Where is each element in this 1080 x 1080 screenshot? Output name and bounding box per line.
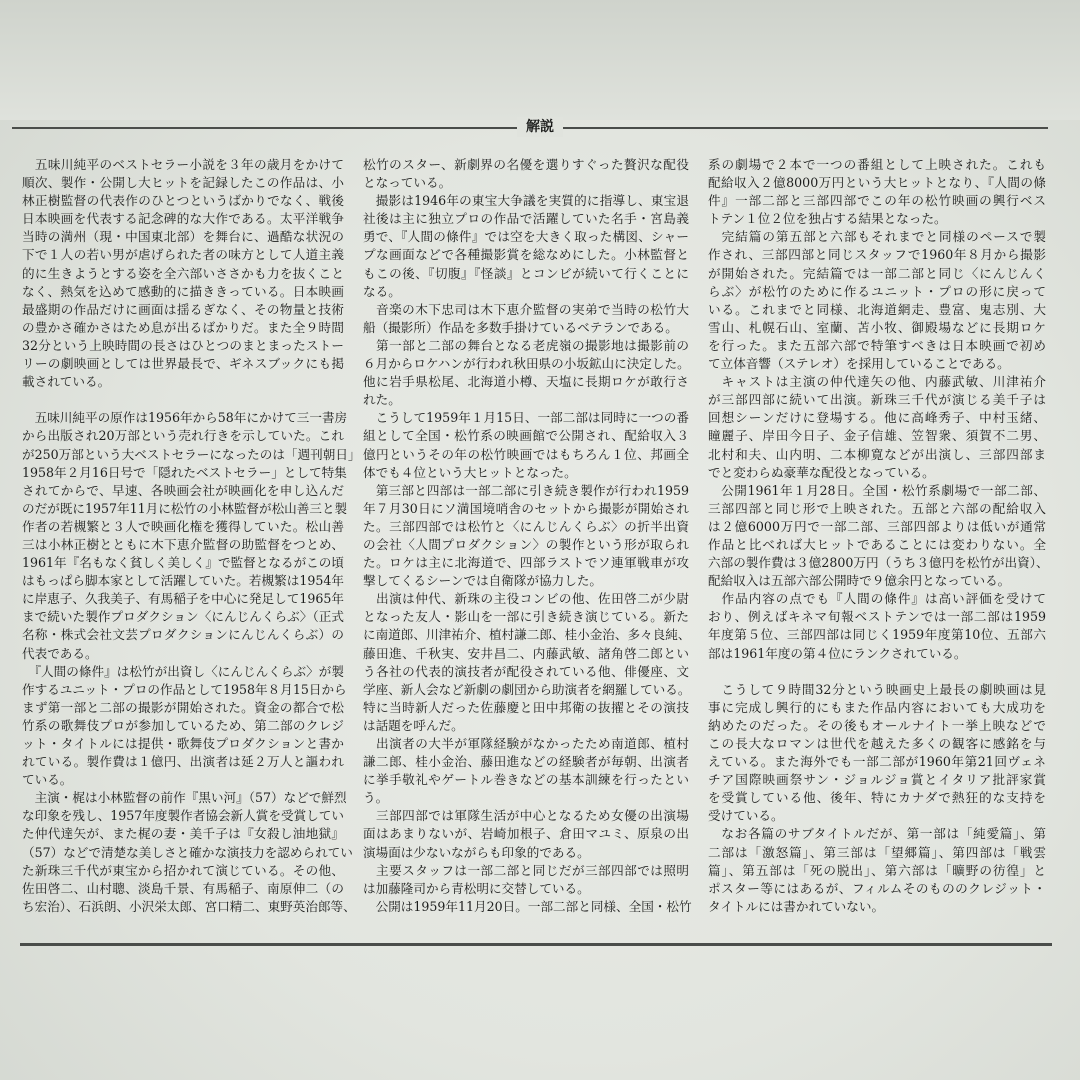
text-line: 公開は1959年11月20日。一部二部と同様、全国・松竹 bbox=[363, 898, 692, 914]
text-line: 林正樹監督の代表作のひとつというばかりでなく、戦後 bbox=[22, 193, 344, 209]
text-line: キャストは主演の仲代達矢の他、内藤武敏、川津祐介 bbox=[708, 374, 1046, 390]
text-line: 六部の製作費は３億2800万円（うち３億円を松竹が出資）、 bbox=[708, 555, 1049, 571]
text-column-1 bbox=[22, 156, 361, 916]
text-line: となった友人・影山を一部に引き続き演じている。新た bbox=[363, 609, 689, 625]
text-line: はもっぱら脚本家として活躍していた。若槻繁は1954年 bbox=[22, 573, 344, 589]
text-line: らぶ〉が松竹のために作るユニット・プロの形に戻って bbox=[708, 283, 1046, 299]
text-line: のだが既に1957年11月に松竹の小林監督が松山善三と製 bbox=[22, 500, 348, 516]
text-line: に挙手敬礼やゲートル巻きなどの基本訓練を行ったとい bbox=[363, 772, 689, 788]
text-line: が開始された。完結篇では一部二部と同じ〈にんじんく bbox=[708, 265, 1046, 281]
text-line: プな画面などで各種撮影賞を総なめにした。小林監督と bbox=[363, 247, 689, 263]
text-line: 載されている。 bbox=[22, 374, 111, 390]
text-line: 船（撮影所）作品を多数手掛けているベテランである。 bbox=[363, 319, 678, 335]
text-line: チア国際映画祭サン・ジョルジョ賞とイタリア批評家賞 bbox=[708, 772, 1046, 788]
text-line: 瞳麗子、岸田今日子、金子信雄、笠智衆、須賀不二男、 bbox=[708, 428, 1046, 444]
text-line: 納めたのだった。その後もオールナイト一挙上映などで bbox=[708, 717, 1046, 733]
text-line: 年７月30日にソ満国境哨舎のセットから撮影が開始され bbox=[363, 500, 689, 516]
text-line: 件』一部二部と三部四部でこの年の松竹映画の興行ベス bbox=[708, 193, 1046, 209]
text-line: 事に完成し興行的にもまた作品内容においても大成功を bbox=[708, 699, 1046, 715]
text-line: 松竹のスター、新劇界の名優を選りすぐった贅沢な配役 bbox=[363, 157, 689, 172]
text-line: こうして９時間32分という映画史上最長の劇映画は見 bbox=[708, 681, 1046, 697]
text-line: 演場面は少ないながらも印象的である。 bbox=[363, 844, 590, 860]
text-line: 撮影は1946年の東宝大争議を実質的に指導し、東宝退 bbox=[363, 193, 689, 209]
text-line: ている。 bbox=[22, 772, 73, 788]
text-line: ポスター等にはあるが、フィルムそのもののクレジット・ bbox=[708, 880, 1046, 896]
text-line: 特に当時新人だった佐藤慶と田中邦衛の抜擢とその演技 bbox=[363, 699, 689, 715]
text-column-2 bbox=[363, 156, 692, 916]
text-line: まず第一部と二部の撮影が開始された。資金の都合で松 bbox=[22, 699, 344, 715]
text-line: う。 bbox=[363, 790, 389, 806]
text-line: な印象を残し、1957年度製作者協会新人賞を受賞してい bbox=[22, 808, 344, 824]
text-line: 三部四部と同じ形で上映された。五部と六部の配給収入 bbox=[708, 500, 1046, 516]
text-line: 系の劇場で２本で一つの番組として上映された。これも bbox=[708, 157, 1046, 172]
text-line: この長大なロマンは世代を越えた多くの観客に感銘を与 bbox=[708, 736, 1046, 751]
text-column-3 bbox=[708, 156, 1049, 916]
text-line: おり、例えばキネマ旬報ベストテンでは一部二部は1959 bbox=[708, 609, 1046, 625]
text-line: は２億6000万円で一部二部、三部四部よりは低いが通常 bbox=[708, 518, 1046, 534]
text-line: 1958年２月16日号で「隠れたベストセラー」として特集 bbox=[22, 464, 347, 480]
text-line: となっている。 bbox=[363, 175, 452, 191]
text-line: れた。 bbox=[363, 392, 401, 408]
text-line: 撃してくるシーンでは自衛隊が協力した。 bbox=[363, 573, 603, 589]
text-line: （57）などで清楚な美しさと確かな演技力を認められてい bbox=[22, 844, 353, 860]
text-line: 北村和夫、山内明、二本柳寛などが出演し、三部四部ま bbox=[708, 446, 1046, 462]
text-line: されてからで、早速、各映画会社が映画化を申し込んだ bbox=[22, 482, 344, 498]
text-line: こうして1959年１月15日、一部二部は同時に一つの番 bbox=[363, 410, 689, 426]
text-line: 日本映画を代表する記念碑的な大作である。太平洋戦争 bbox=[22, 211, 344, 227]
text-line: トテン１位２位を独占する結果となった。 bbox=[708, 211, 947, 227]
paragraph-gap bbox=[708, 663, 1046, 681]
text-line: 二部は「激怒篇」、第三部は「望郷篇」、第四部は「戦雲 bbox=[708, 844, 1046, 860]
text-line: 体でも４位という大ヒットとなった。 bbox=[363, 464, 577, 480]
text-line: 億円というその年の松竹映画ではもちろん１位、邦画全 bbox=[363, 446, 689, 462]
text-line: 社後は主に独立プロの作品で活躍していた名手・宮島義 bbox=[363, 211, 689, 227]
text-line: 配給収入２億8000万円という大ヒットとなり、『人間の條 bbox=[708, 175, 1046, 191]
text-line: 五味川純平の原作は1956年から58年にかけて三一書房 bbox=[22, 410, 348, 426]
text-line: た新珠三千代が東宝から招かれて演じている。その他、 bbox=[22, 862, 344, 878]
section-heading: 解説 bbox=[517, 117, 563, 137]
text-line: が250万部という大ベストセラーになったのは「週刊朝日」 bbox=[22, 446, 361, 462]
text-line: なお各篇のサブタイトルだが、第一部は「純愛篇」、第 bbox=[708, 826, 1046, 842]
text-line: 受けている。 bbox=[708, 808, 784, 824]
text-line: 主要スタッフは一部二部と同じだが三部四部では照明 bbox=[363, 862, 689, 878]
text-line: 完結篇の第五部と六部もそれまでと同様のペースで製 bbox=[708, 229, 1046, 245]
page-top-shadow bbox=[0, 0, 1080, 120]
text-line: リーの劇映画としては世界最長で、ギネスブックにも掲 bbox=[22, 356, 344, 372]
text-line: の豊かさ確かさはため息が出るばかりだ。また全９時間 bbox=[22, 319, 344, 335]
text-line: 第三部と四部は一部二部に引き続き製作が行われ1959 bbox=[363, 482, 689, 498]
text-line: 当時の満州（現・中国東北部）を舞台に、過酷な状況の bbox=[22, 229, 344, 245]
text-line: 的に生きようとする姿を全六部いささかも力を抜くこと bbox=[22, 265, 344, 281]
text-line: 勇で、『人間の條件』では空を大きく取った構図、シャー bbox=[363, 229, 689, 245]
text-line: 回想シーンだけに登場する。他に高峰秀子、中村玉緒、 bbox=[708, 410, 1046, 426]
text-line: なく、熱気を込めて感動的に描ききっている。日本映画 bbox=[22, 283, 344, 299]
text-line: 音楽の木下忠司は木下恵介監督の実弟で当時の松竹大 bbox=[363, 301, 689, 317]
text-line: た仲代達矢が、また梶の妻・美千子は『女殺し油地獄』 bbox=[22, 826, 344, 842]
text-line: タイトルには書かれていない。 bbox=[708, 898, 885, 914]
text-line: 1961年『名もなく貧しく美しく』で監督となるがこの頃 bbox=[22, 555, 344, 571]
text-line: 雪山、札幌石山、室蘭、苫小牧、御殿場などに長期ロケ bbox=[708, 319, 1046, 335]
text-line: 出演者の大半が軍隊経験がなかったため南道郎、植村 bbox=[363, 736, 689, 751]
text-line: 公開1961年１月28日。全国・松竹系劇場で一部二部、 bbox=[708, 482, 1046, 498]
text-line: 学座、新人会など新劇の劇団から助演者を網羅している。 bbox=[363, 681, 691, 697]
text-line: れている。製作費は１億円、出演者は延２万人と謳われ bbox=[22, 754, 344, 770]
text-line: に岸恵子、久我美子、有馬稲子を中心に発足して1965年 bbox=[22, 591, 344, 607]
text-line: 面はあまりないが、岩崎加根子、倉田マユミ、原泉の出 bbox=[363, 826, 689, 842]
text-line: 代表である。 bbox=[22, 645, 98, 661]
text-line: 他に岩手県松尾、北海道小樽、天塩に長期ロケが敢行さ bbox=[363, 374, 689, 390]
text-line: もこの後、『切腹』『怪談』とコンビが続いて行くことに bbox=[363, 265, 689, 281]
text-line: う各社の代表的演技者が配役されている他、俳優座、文 bbox=[363, 663, 689, 679]
text-line: 三部四部では軍隊生活が中心となるため女優の出演場 bbox=[363, 808, 689, 824]
text-line: を行った。また五部六部で特筆すべきは日本映画で初め bbox=[708, 337, 1046, 353]
text-line: 謙二郎、桂小金治、藤田進などの経験者が毎朝、出演者 bbox=[363, 754, 689, 770]
text-line: が三部四部に続いて出演。新珠三千代が演じる美千子は bbox=[708, 392, 1046, 408]
text-line: 名称・株式会社文芸プロダクションにんじんくらぶ）の bbox=[22, 627, 344, 643]
text-line: の会社〈人間プロダクション〉の製作という形が取られ bbox=[363, 536, 689, 552]
text-line: 佐田啓二、山村聰、淡島千景、有馬稲子、南原伸二（の bbox=[22, 880, 344, 896]
text-line: 篇」、第五部は「死の脱出」、第六部は「曠野の彷徨」と bbox=[708, 862, 1046, 878]
footer-rule bbox=[20, 943, 1052, 946]
text-line: 出演は仲代、新珠の主役コンビの他、佐田啓二が少尉 bbox=[363, 591, 689, 607]
text-line: 作品内容の点でも『人間の條件』は高い評価を受けて bbox=[708, 591, 1046, 607]
text-line: 五味川純平のベストセラー小説を３年の歳月をかけて bbox=[22, 157, 344, 172]
text-line: 主演・梶は小林監督の前作『黒い河』（57）などで鮮烈 bbox=[22, 790, 347, 806]
text-line: た。三部四部では松竹と〈にんじんくらぶ〉の折半出資 bbox=[363, 518, 689, 534]
text-line: いる。これまでと同様、北海道網走、豊富、鬼志別、大 bbox=[708, 301, 1046, 317]
text-line: は話題を呼んだ。 bbox=[363, 717, 464, 733]
text-line: 第一部と二部の舞台となる老虎嶺の撮影地は撮影前の bbox=[363, 337, 689, 353]
text-line: 三は小林正樹とともに木下恵介監督の助監督をつとめ、 bbox=[22, 536, 344, 552]
text-line: を受賞している他、後年、特にカナダで熱狂的な支持を bbox=[708, 790, 1046, 806]
text-line: 最盛期の作品だけに画面は揺るぎなく、その物量と技術 bbox=[22, 301, 344, 317]
text-line: 順次、製作・公開し大ヒットを記録したこの作品は、小 bbox=[22, 175, 344, 191]
text-line: 作するユニット・プロの作品として1958年８月15日から bbox=[22, 681, 347, 697]
text-line: 作者の若槻繁と３人で映画化権を獲得していた。松山善 bbox=[22, 518, 344, 534]
text-line: 竹系の歌舞伎プロが参加しているため、第二部のクレジ bbox=[22, 717, 344, 733]
text-line: 年度第５位、三部四部は同じく1959年度第10位、五部六 bbox=[708, 627, 1046, 643]
text-line: から出版され20万部という売れ行きを示していた。これ bbox=[22, 428, 344, 444]
text-line: た。ロケは主に北海道で、四部ラストでソ連軍戦車が攻 bbox=[363, 555, 689, 571]
text-line: 藤田進、千秋実、安井昌二、内藤武敏、諸角啓二郎とい bbox=[363, 645, 689, 661]
text-line: 部は1961年度の第４位にランクされている。 bbox=[708, 645, 967, 661]
text-line: 32分という上映時間の長さはひとつのまとまったストー bbox=[22, 337, 344, 353]
text-line: ット・タイトルには提供・歌舞伎プロダクションと書か bbox=[22, 736, 344, 751]
text-line: ６月からロケハンが行われ秋田県の小坂鉱山に決定した。 bbox=[363, 356, 690, 372]
text-line: に南道郎、川津祐介、植村謙二郎、桂小金治、多々良純、 bbox=[363, 627, 691, 643]
text-line: 配給収入は五部六部公開時で９億余円となっている。 bbox=[708, 573, 1011, 589]
text-line: て立体音響（ステレオ）を採用していることである。 bbox=[708, 356, 1010, 372]
text-line: えている。また海外でも一部二部が1960年第21回ヴェネ bbox=[708, 754, 1046, 770]
text-line: は加藤隆司から青松明に交替している。 bbox=[363, 880, 590, 896]
text-line: 組として全国・松竹系の映画館で公開され、配給収入３ bbox=[363, 428, 689, 444]
text-line: 作品と比べれば大ヒットであることには変わりない。全 bbox=[708, 536, 1046, 552]
text-line: 下で１人の若い男が虐げられた者の味方として人道主義 bbox=[22, 247, 344, 263]
paragraph-gap bbox=[22, 391, 344, 409]
text-line: 『人間の條件』は松竹が出資し〈にんじんくらぶ〉が製 bbox=[22, 663, 344, 679]
text-line: ち宏治）、石浜朗、小沢栄太郎、宮口精二、東野英治郎等、 bbox=[22, 898, 356, 914]
text-line: 作され、三部四部と同じスタッフで1960年８月から撮影 bbox=[708, 247, 1046, 263]
text-line: でと変わらぬ豪華な配役となっている。 bbox=[708, 464, 935, 480]
text-line: まで続いた製作プロダクション〈にんじんくらぶ〉（正式 bbox=[22, 609, 344, 625]
text-line: なる。 bbox=[363, 283, 401, 299]
